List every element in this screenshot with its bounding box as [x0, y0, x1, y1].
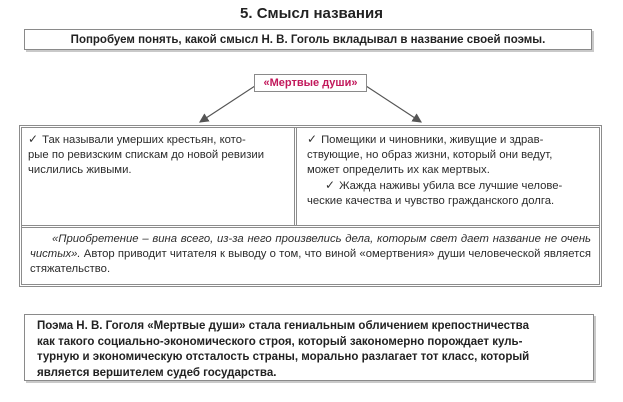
conclusion-line-4: является вершителем судеб государства. [37, 366, 277, 379]
right-cell-item2-line-1: Жажда наживы убила все лучшие челове- [339, 180, 563, 192]
meaning-table [19, 125, 602, 287]
checkmark-icon: ✓ [325, 178, 336, 192]
conclusion-line-2: как такого социально-экономического строя, который закономерно порождает куль- [37, 335, 523, 348]
right-cell [297, 128, 599, 225]
arrow-left [200, 84, 258, 122]
conclusion-box [24, 314, 594, 381]
right-cell-item2-line-2: ческие качества и чувство гражданского долга. [307, 195, 555, 207]
poem-title-label: «Мертвые души» [263, 77, 358, 89]
bottom-cell [22, 225, 599, 284]
checkmark-icon: ✓ [307, 132, 318, 146]
page-title: 5. Смысл названия [240, 5, 383, 22]
checkmark-icon: ✓ [28, 132, 39, 146]
conclusion-line-3: турную и экономическую отсталость страны, морально разлагает тот класс, который [37, 351, 530, 363]
conclusion-line-1: Поэма Н. В. Гоголя «Мертвые души» стала гениальным обличением крепостничества [37, 320, 529, 332]
right-cell-item1-line-3: может определить их как мертвых. [307, 164, 490, 176]
author-conclusion-text: Автор приводит читателя к выводу о том, что виной «омертвения» души человеческой является стяжательство. [30, 248, 591, 275]
right-cell-item1-line-1: Помещики и чиновники, живущие и здрав- [321, 134, 544, 146]
gogol-quote: «Приобретение – вина всего, из-за него произвелись дела, которым свет дает название не очень чистых». [30, 233, 591, 260]
right-cell-item1-line-2: ствующие, но образ жизни, который они ведут, [307, 149, 553, 161]
left-cell-line-1: Так называли умерших крестьян, кото- [42, 134, 246, 146]
poem-title-pill [254, 74, 367, 92]
arrow-right [363, 84, 421, 122]
subtitle-text: Попробуем понять, какой смысл Н. В. Гоголь вкладывал в название своей поэмы. [70, 33, 546, 46]
left-cell [22, 128, 297, 225]
left-cell-line-3: числились живыми. [28, 164, 132, 176]
left-cell-line-2: рые по ревизским спискам до новой ревизии [28, 149, 265, 161]
